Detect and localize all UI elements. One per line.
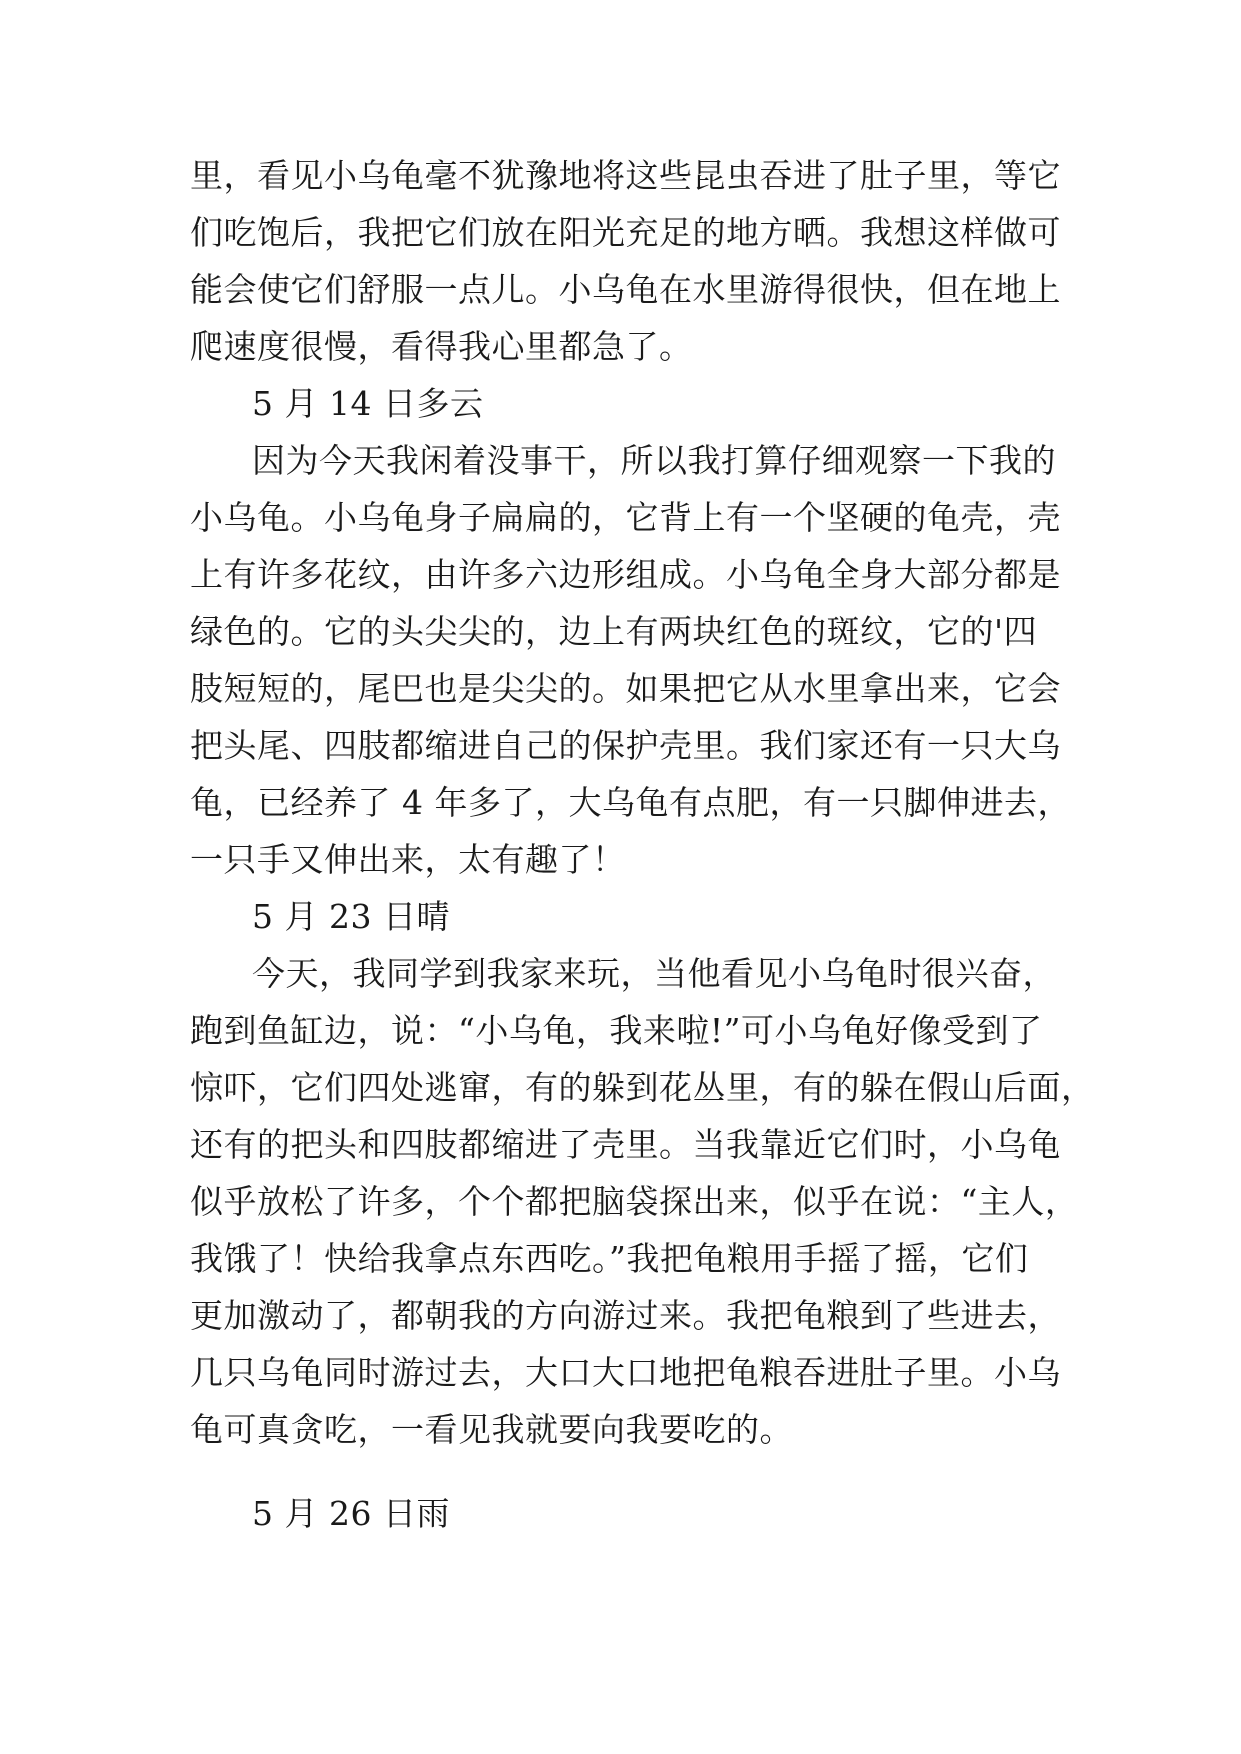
text-line: 爬速度很慢，看得我心里都急了。	[190, 327, 693, 366]
paragraph-first-line: 今天，我同学到我家来玩，当他看见小乌龟时很兴奋，	[252, 954, 1056, 993]
text-line: 似乎放松了许多，个个都把脑袋探出来，似乎在说：“主人，	[190, 1182, 1079, 1221]
paragraph-first-line: 因为今天我闲着没事干，所以我打算仔细观察一下我的	[252, 441, 1056, 480]
text-line: 龟可真贪吃，一看见我就要向我要吃的。	[190, 1410, 793, 1449]
text-line: 里，看见小乌龟毫不犹豫地将这些昆虫吞进了肚子里，等它	[190, 156, 1061, 195]
text-line: 绿色的。它的头尖尖的，边上有两块红色的斑纹，它的'四	[190, 612, 1038, 651]
diary-date: 5 月 14 日多云	[252, 384, 484, 423]
text-line: 把头尾、四肢都缩进自己的保护壳里。我们家还有一只大乌	[190, 726, 1061, 765]
text-line: 能会使它们舒服一点儿。小乌龟在水里游得很快，但在地上	[190, 270, 1061, 309]
diary-date: 5 月 23 日晴	[252, 897, 450, 936]
text-line: 上有许多花纹，由许多六边形组成。小乌龟全身大部分都是	[190, 555, 1061, 594]
text-line: 肢短短的，尾巴也是尖尖的。如果把它从水里拿出来，它会	[190, 669, 1061, 708]
text-line: 更加激动了，都朝我的方向游过来。我把龟粮到了些进去，	[190, 1296, 1061, 1335]
diary-date: 5 月 26 日雨	[252, 1494, 450, 1533]
text-line: 我饿了！快给我拿点东西吃。”我把龟粮用手摇了摇，它们	[190, 1239, 1029, 1278]
text-line: 惊吓，它们四处逃窜，有的躲到花丛里，有的躲在假山后面，	[190, 1068, 1095, 1107]
text-line: 小乌龟。小乌龟身子扁扁的，它背上有一个坚硬的龟壳，壳	[190, 498, 1061, 537]
text-line: 几只乌龟同时游过去，大口大口地把龟粮吞进肚子里。小乌	[190, 1353, 1061, 1392]
text-line: 还有的把头和四肢都缩进了壳里。当我靠近它们时，小乌龟	[190, 1125, 1061, 1164]
text-line: 跑到鱼缸边，说：“小乌龟，我来啦!”可小乌龟好像受到了	[190, 1011, 1043, 1050]
text-line: 一只手又伸出来，太有趣了！	[190, 840, 626, 879]
text-line: 龟，已经养了 4 年多了，大乌龟有点肥，有一只脚伸进去，	[190, 783, 1071, 822]
text-line: 们吃饱后，我把它们放在阳光充足的地方晒。我想这样做可	[190, 213, 1061, 252]
